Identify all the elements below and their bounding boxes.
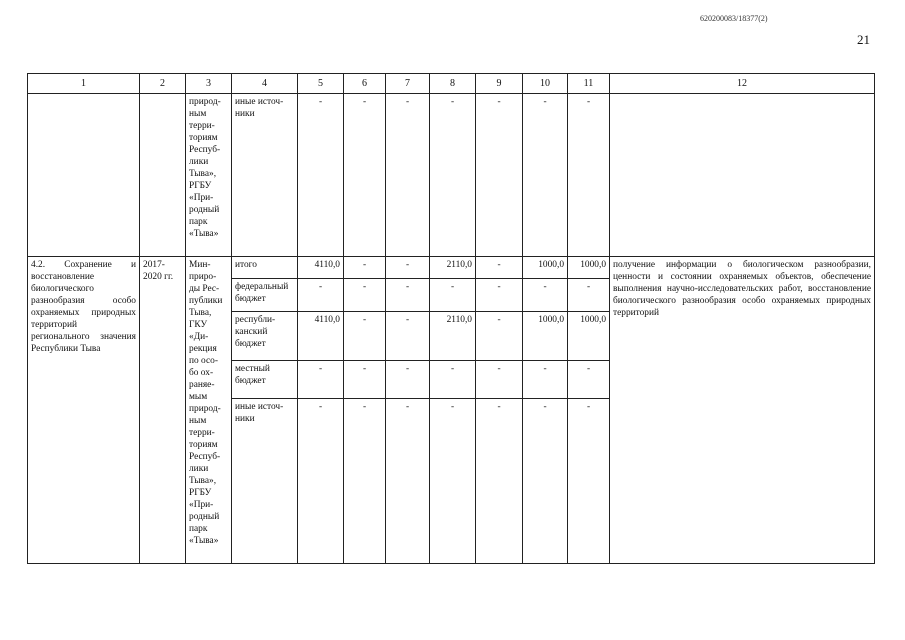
- value-cell: 2110,0: [430, 312, 476, 361]
- value-cell: -: [476, 94, 523, 257]
- column-header: 10: [523, 74, 568, 94]
- value-cell: -: [430, 399, 476, 564]
- source-cell: иные источ- ники: [232, 94, 298, 257]
- page-number: 21: [857, 32, 870, 47]
- budget-table: [27, 73, 875, 564]
- value-cell: -: [476, 279, 523, 312]
- column-header: 12: [610, 74, 875, 94]
- source-cell: федеральный бюджет: [232, 279, 298, 312]
- source-cell: итого: [232, 257, 298, 279]
- item-name-cell: 4.2. Сохранение и восстановление биологического разнообразия особо охраняемых природных территорий регионального значения Республики Тыва: [28, 257, 140, 564]
- header-row: [28, 74, 875, 94]
- item-result-cell: получение информации о биологическом разнообразии, ценности и состоянии охраняемых объектов, обеспечение выполнения научно-исследовательских работ, восстановление биологического разнообразия особо охраняемых природных территорий: [610, 257, 875, 564]
- value-cell: 1000,0: [568, 312, 610, 361]
- value-cell: -: [386, 94, 430, 257]
- value-cell: -: [386, 312, 430, 361]
- value-cell: -: [386, 361, 430, 399]
- value-cell: -: [344, 312, 386, 361]
- period-cell: [140, 94, 186, 257]
- value-cell: -: [298, 399, 344, 564]
- value-cell: -: [344, 399, 386, 564]
- value-cell: -: [568, 361, 610, 399]
- source-cell: республи- канский бюджет: [232, 312, 298, 361]
- column-header: 6: [344, 74, 386, 94]
- value-cell: -: [430, 279, 476, 312]
- column-header: 3: [186, 74, 232, 94]
- value-cell: -: [568, 94, 610, 257]
- value-cell: -: [344, 257, 386, 279]
- item-period-cell: 2017- 2020 гг.: [140, 257, 186, 564]
- value-cell: -: [476, 399, 523, 564]
- value-cell: -: [523, 94, 568, 257]
- value-cell: -: [386, 257, 430, 279]
- value-cell: 4110,0: [298, 312, 344, 361]
- value-cell: -: [568, 399, 610, 564]
- value-cell: -: [344, 361, 386, 399]
- column-header: 11: [568, 74, 610, 94]
- column-header: 5: [298, 74, 344, 94]
- value-cell: -: [476, 257, 523, 279]
- item-executor-cell: Мин- приро- ды Рес- публики Тыва, ГКУ «Ди- рекция по осо- бо ох- раняе- мым природ- ным терри- ториям Респуб- лики Тыва», РГБУ «При- родный парк «Тыва»: [186, 257, 232, 564]
- name-cell: [28, 94, 140, 257]
- value-cell: 1000,0: [523, 257, 568, 279]
- document-code: 620200083/18377(2): [700, 14, 768, 23]
- value-cell: -: [386, 399, 430, 564]
- value-cell: 1000,0: [568, 257, 610, 279]
- table-row: [28, 257, 875, 279]
- source-cell: иные источ- ники: [232, 399, 298, 564]
- value-cell: 4110,0: [298, 257, 344, 279]
- value-cell: -: [344, 94, 386, 257]
- result-cell: [610, 94, 875, 257]
- value-cell: -: [476, 361, 523, 399]
- column-header: 8: [430, 74, 476, 94]
- value-cell: -: [430, 94, 476, 257]
- column-header: 1: [28, 74, 140, 94]
- value-cell: -: [476, 312, 523, 361]
- value-cell: -: [430, 361, 476, 399]
- column-header: 7: [386, 74, 430, 94]
- value-cell: -: [568, 279, 610, 312]
- executor-cell: природ- ным терри- ториям Респуб- лики Тыва», РГБУ «При- родный парк «Тыва»: [186, 94, 232, 257]
- value-cell: 2110,0: [430, 257, 476, 279]
- source-cell: местный бюджет: [232, 361, 298, 399]
- table-row: [28, 94, 875, 257]
- value-cell: -: [523, 361, 568, 399]
- value-cell: -: [386, 279, 430, 312]
- column-header: 4: [232, 74, 298, 94]
- value-cell: -: [298, 94, 344, 257]
- value-cell: -: [298, 279, 344, 312]
- value-cell: -: [523, 399, 568, 564]
- column-header: 9: [476, 74, 523, 94]
- value-cell: 1000,0: [523, 312, 568, 361]
- value-cell: -: [344, 279, 386, 312]
- column-header: 2: [140, 74, 186, 94]
- value-cell: -: [298, 361, 344, 399]
- value-cell: -: [523, 279, 568, 312]
